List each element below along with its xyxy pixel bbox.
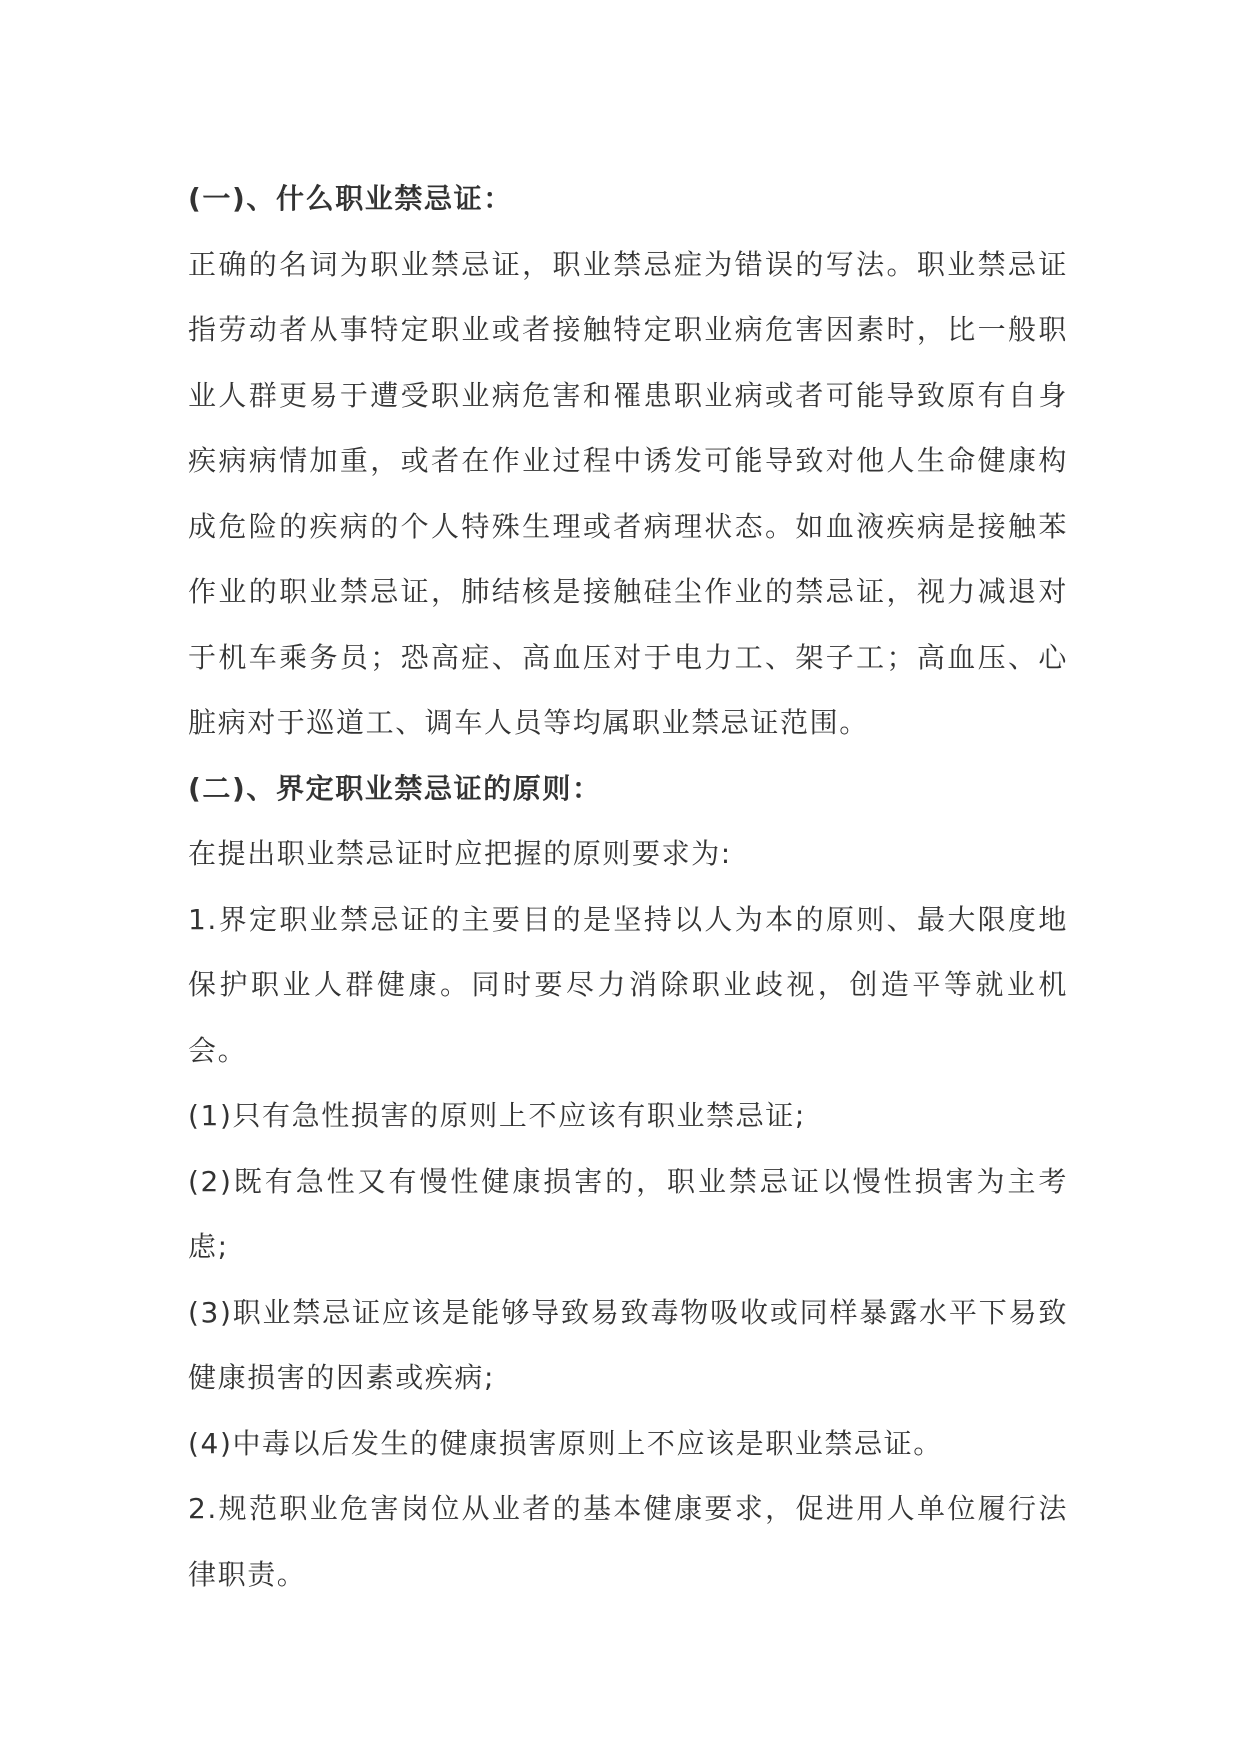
section1-heading: (一)、什么职业禁忌证：: [188, 182, 513, 215]
principle-subitem-2: (2)既有急性又有慢性健康损害的，职业禁忌证以慢性损害为主考虑;: [188, 1164, 1068, 1263]
section1-paragraph: 正确的名词为职业禁忌证，职业禁忌症为错误的写法。职业禁忌证指劳动者从事特定职业或者接触特定职业病危害因素时，比一般职业人群更易于遭受职业病危害和罹患职业病或者可能导致原有自身疾病病情加重，或者在作业过程中诱发可能导致对他人生命健康构成危险的疾病的个人特殊生理或者病理状态。如血液疾病是接触苯作业的职业禁忌证，肺结核是接触硅尘作业的禁忌证，视力减退对于机车乘务员；恐高症、高血压对于电力工、架子工；高血压、心脏病对于巡道工、调车人员等均属职业禁忌证范围。: [188, 247, 1068, 739]
principle-subitem-1: (1)只有急性损害的原则上不应该有职业禁忌证;: [188, 1099, 806, 1132]
section2-heading: (二)、界定职业禁忌证的原则：: [188, 771, 602, 805]
section2-intro: 在提出职业禁忌证时应把握的原则要求为:: [188, 837, 732, 870]
document-page: [188, 166, 1068, 1607]
principle-subitem-4: (4)中毒以后发生的健康损害原则上不应该是职业禁忌证。: [188, 1426, 943, 1460]
principle-item-2: 2.规范职业危害岗位从业者的基本健康要求，促进用人单位履行法律职责。: [188, 1492, 1068, 1591]
principle-item-1: 1.界定职业禁忌证的主要目的是坚持以人为本的原则、最大限度地保护职业人群健康。同时要尽力消除职业歧视，创造平等就业机会。: [188, 902, 1068, 1067]
principle-subitem-3: (3)职业禁忌证应该是能够导致易致毒物吸收或同样暴露水平下易致健康损害的因素或疾病;: [188, 1295, 1068, 1394]
